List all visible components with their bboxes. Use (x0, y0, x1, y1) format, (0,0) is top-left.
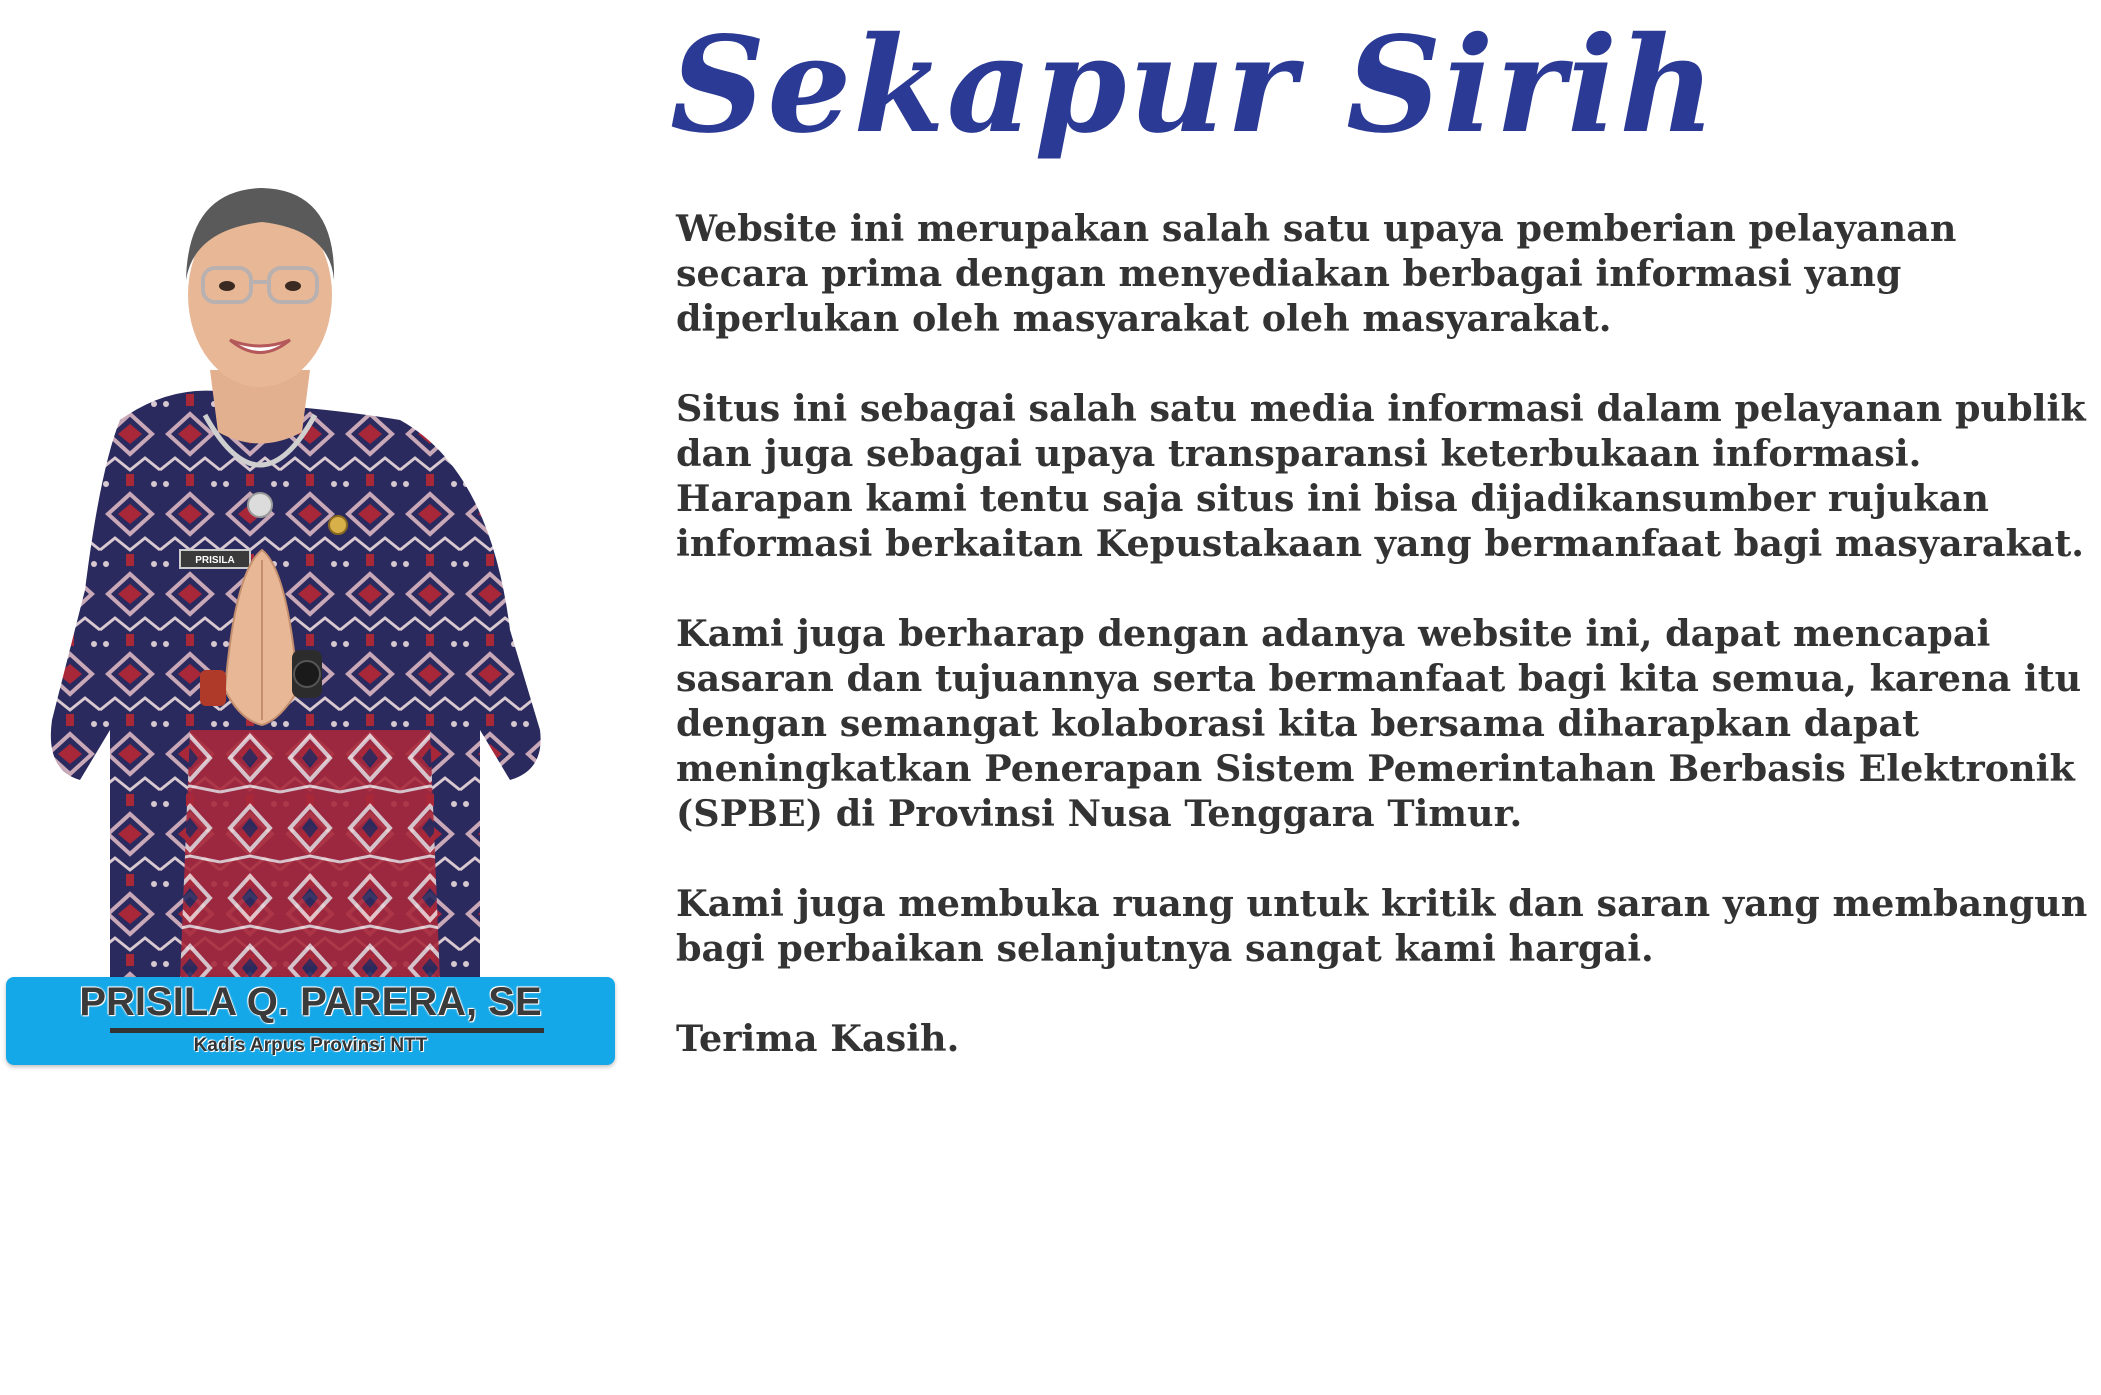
closing-line: Terima Kasih. (676, 1017, 960, 1060)
paragraph (676, 206, 2086, 341)
official-portrait (40, 170, 580, 980)
paragraph-line: Kami juga membuka ruang untuk kritik dan saran yang membangun (676, 882, 2088, 925)
page-title: Sekapur Sirih (670, 8, 1718, 163)
paragraph-line: Harapan kami tentu saja situs ini bisa dijadikansumber rujukan (676, 477, 1989, 520)
paragraph-line: bagi perbaikan selanjutnya sangat kami hargai. (676, 927, 1654, 970)
paragraph-line: (SPBE) di Provinsi Nusa Tenggara Timur. (676, 792, 1523, 835)
official-name: PRISILA Q. PARERA, SE (79, 980, 542, 1024)
name-tag-text: PRISILA (195, 555, 235, 566)
paragraph (676, 881, 2086, 971)
official-title: Kadis Arpus Provinsi NTT (193, 1035, 428, 1056)
paragraph-line: informasi berkaitan Kepustakaan yang bermanfaat bagi masyarakat. (676, 522, 2085, 565)
paragraph-line: Situs ini sebagai salah satu media informasi dalam pelayanan publik (676, 387, 2086, 430)
name-underline (110, 1028, 544, 1033)
paragraph (676, 611, 2086, 836)
paragraph-line: meningkatkan Penerapan Sistem Pemerintahan Berbasis Elektronik (676, 747, 2075, 790)
paragraph (676, 386, 2086, 566)
paragraph-line: dengan semangat kolaborasi kita bersama diharapkan dapat (676, 702, 1919, 745)
paragraph-line: dan juga sebagai upaya transparansi keterbukaan informasi. (676, 432, 1922, 475)
paragraph-line: Website ini merupakan salah satu upaya pemberian pelayanan (676, 207, 1957, 250)
paragraph-line: Kami juga berharap dengan adanya website ini, dapat mencapai (676, 612, 1991, 655)
paragraph-line: secara prima dengan menyediakan berbagai informasi yang (676, 252, 1902, 295)
welcome-message (676, 206, 2086, 1106)
closing (676, 1016, 2086, 1061)
name-plate (6, 977, 615, 1065)
paragraph-line: sasaran dan tujuannya serta bermanfaat bagi kita semua, karena itu (676, 657, 2082, 700)
paragraph-line: diperlukan oleh masyarakat oleh masyarakat. (676, 297, 1612, 340)
